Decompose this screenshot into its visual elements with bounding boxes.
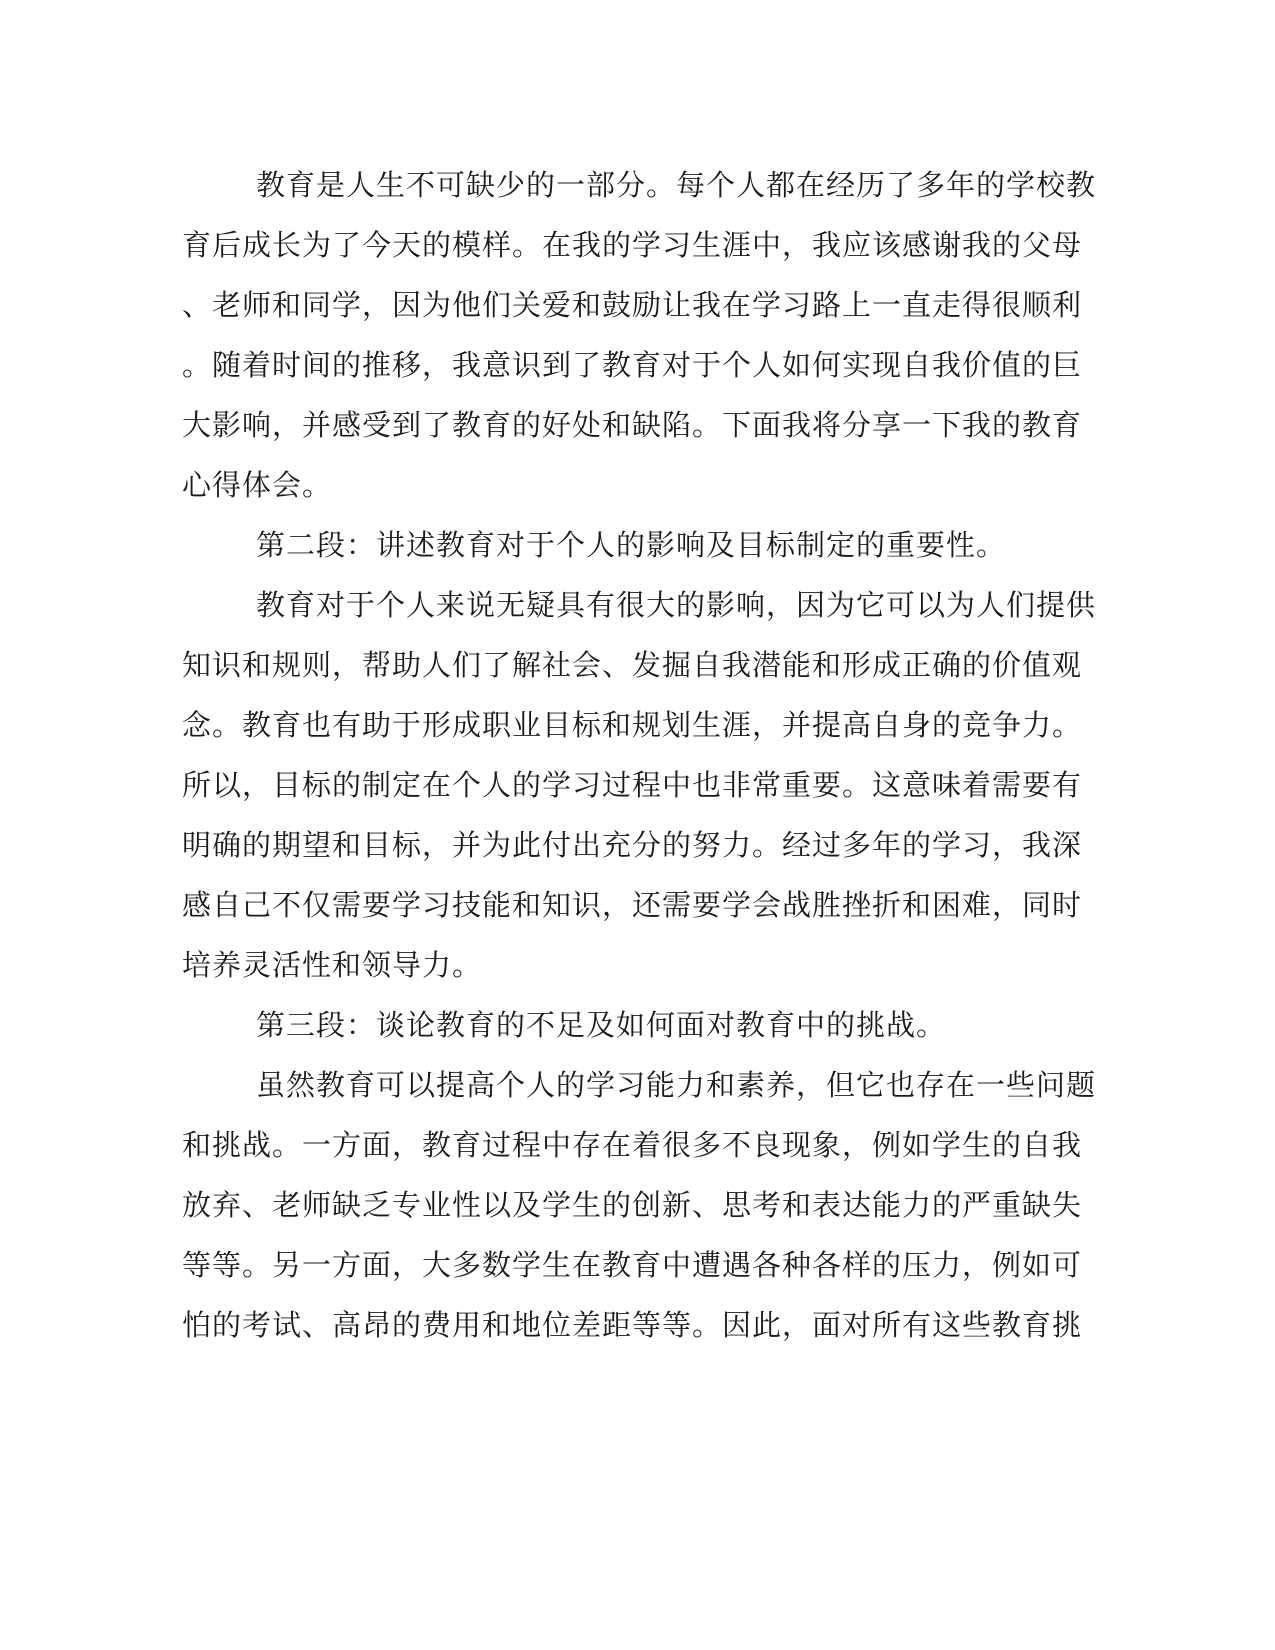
text-line: 育后成长为了今天的模样。在我的学习生涯中，我应该感谢我的父母 xyxy=(182,228,1083,262)
text-line: 虽然教育可以提高个人的学习能力和素养，但它也存在一些问题 xyxy=(256,1068,1097,1102)
document-body xyxy=(182,155,1097,1355)
text-line: 、老师和同学，因为他们关爱和鼓励让我在学习路上一直走得很顺利 xyxy=(182,288,1083,322)
text-line: 大影响，并感受到了教育的好处和缺陷。下面我将分享一下我的教育 xyxy=(182,408,1083,442)
text-line: 放弃、老师缺乏专业性以及学生的创新、思考和表达能力的严重缺失 xyxy=(182,1188,1083,1222)
text-line: 所以，目标的制定在个人的学习过程中也非常重要。这意味着需要有 xyxy=(182,768,1083,802)
text-line: 教育对于个人来说无疑具有很大的影响，因为它可以为人们提供 xyxy=(256,588,1097,622)
text-line: 第三段：谈论教育的不足及如何面对教育中的挑战。 xyxy=(256,1008,947,1042)
text-line: 等等。另一方面，大多数学生在教育中遭遇各种各样的压力，例如可 xyxy=(182,1248,1083,1282)
text-line: 和挑战。一方面，教育过程中存在着很多不良现象，例如学生的自我 xyxy=(182,1128,1083,1162)
text-line: 培养灵活性和领导力。 xyxy=(182,948,483,982)
text-line: 感自己不仅需要学习技能和知识，还需要学会战胜挫折和困难，同时 xyxy=(182,888,1083,922)
text-line: 知识和规则，帮助人们了解社会、发掘自我潜能和形成正确的价值观 xyxy=(182,648,1083,682)
text-line: 第二段：讲述教育对于个人的影响及目标制定的重要性。 xyxy=(256,528,1007,562)
text-line: 心得体会。 xyxy=(182,468,333,502)
text-line: 。随着时间的推移，我意识到了教育对于个人如何实现自我价值的巨 xyxy=(182,348,1083,382)
text-line: 教育是人生不可缺少的一部分。每个人都在经历了多年的学校教 xyxy=(256,168,1097,202)
text-line: 念。教育也有助于形成职业目标和规划生涯，并提高自身的竞争力。 xyxy=(182,708,1083,742)
text-line: 明确的期望和目标，并为此付出充分的努力。经过多年的学习，我深 xyxy=(182,828,1083,862)
text-line: 怕的考试、高昂的费用和地位差距等等。因此，面对所有这些教育挑 xyxy=(182,1308,1083,1342)
